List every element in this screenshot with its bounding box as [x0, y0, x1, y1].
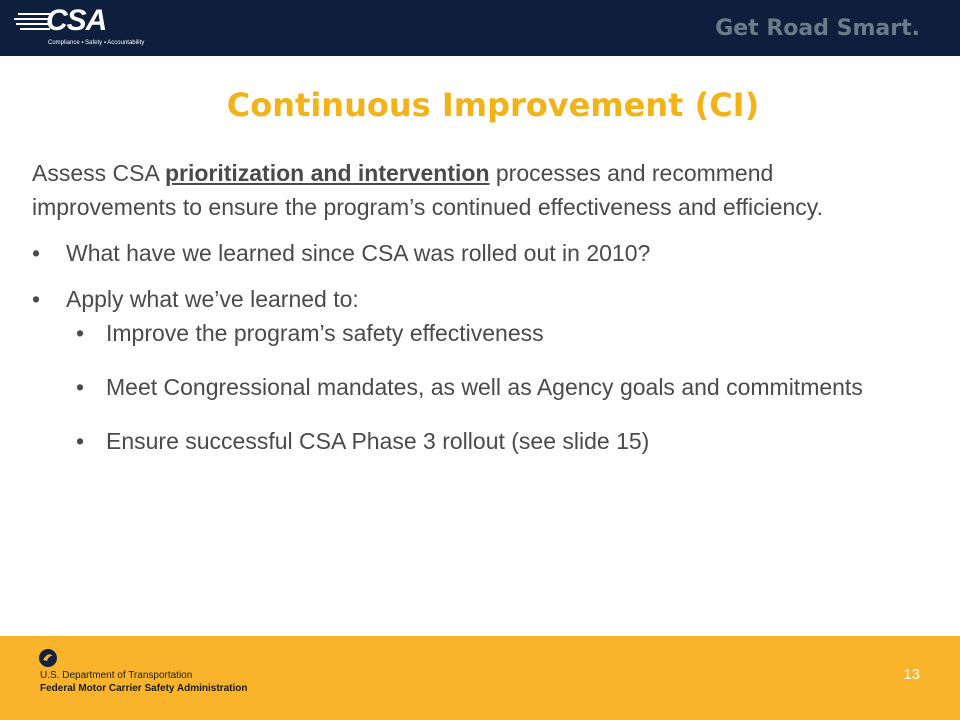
- bullet-list: [32, 236, 912, 458]
- header-bar: [0, 0, 960, 56]
- bullet-item-label: Apply what we’ve learned to:: [66, 286, 359, 312]
- agency-name: Federal Motor Carrier Safety Administration: [40, 683, 248, 694]
- bullet-item-with-sublist: [32, 282, 912, 458]
- intro-paragraph: [32, 156, 912, 224]
- intro-text-start: Assess CSA: [32, 160, 165, 186]
- footer-bar: [0, 636, 960, 720]
- header-tagline: Get Road Smart.: [715, 16, 920, 41]
- logo-text: CSA: [46, 4, 107, 37]
- page-number: 13: [903, 666, 920, 683]
- intro-text-end: processes and recommend improvements to ensure the program’s continued effectiveness and efficiency.: [32, 160, 823, 220]
- sub-bullet-list: [66, 316, 912, 458]
- slide-title: Continuous Improvement (CI): [226, 86, 760, 124]
- bullet-item: • What have we learned since CSA was rolled out in 2010?: [32, 236, 912, 270]
- slide-body: [32, 156, 912, 478]
- intro-emphasis: prioritization and intervention: [164, 160, 490, 186]
- dot-emblem-icon: [38, 648, 58, 668]
- sub-bullet-item: • Ensure successful CSA Phase 3 rollout (see slide 15): [76, 424, 912, 458]
- csa-logo: [14, 4, 144, 50]
- sub-bullet-item: • Improve the program’s safety effectiveness: [76, 316, 912, 350]
- logo-tagline: Compliance ▪ Safety ▪ Accountability: [48, 40, 145, 46]
- agency-department: U.S. Department of Transportation: [40, 670, 193, 681]
- sub-bullet-item: • Meet Congressional mandates, as well as Agency goals and commitments: [76, 370, 912, 404]
